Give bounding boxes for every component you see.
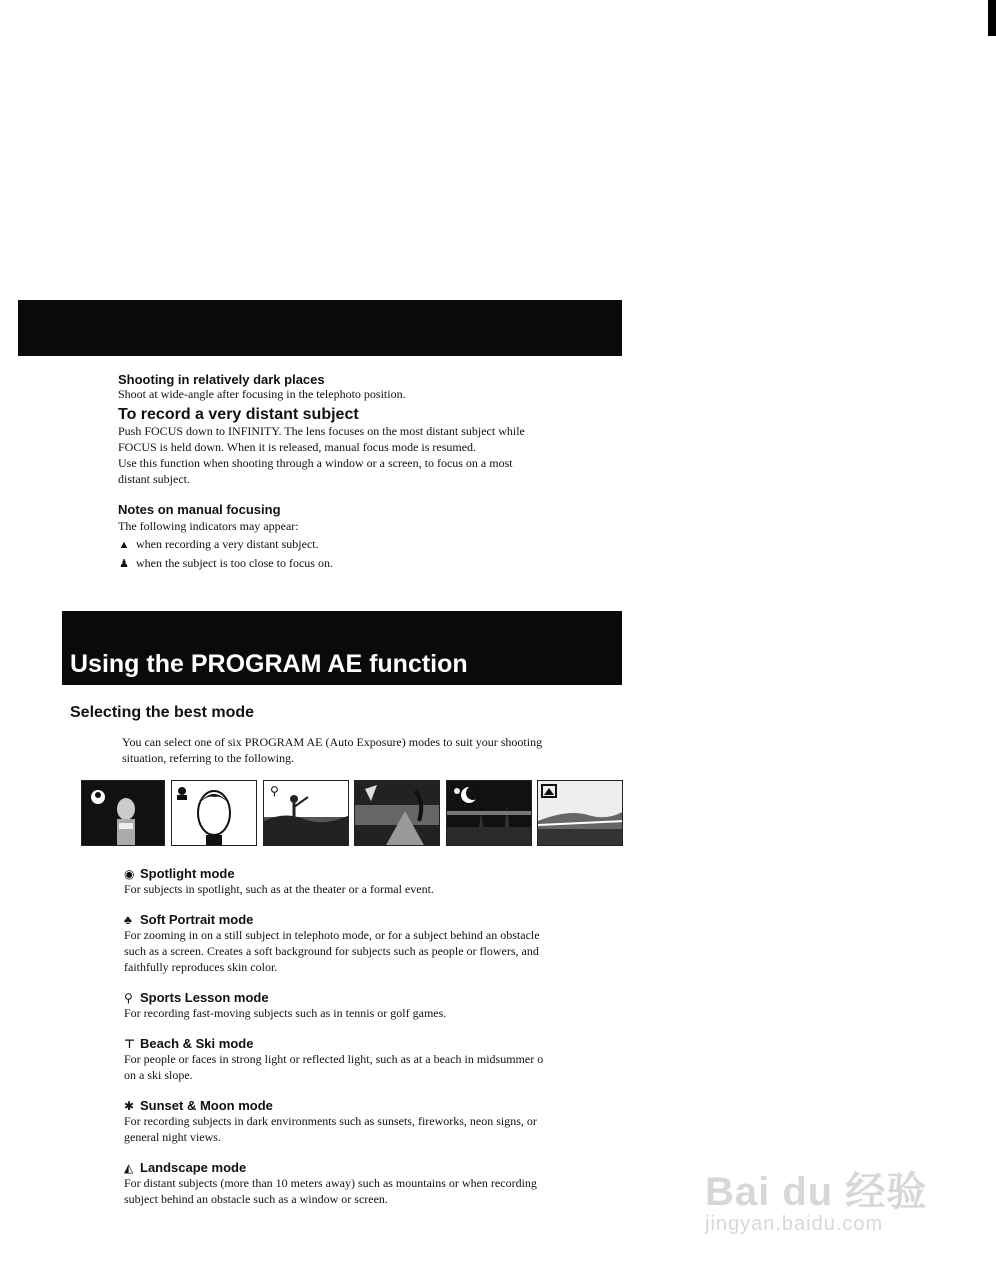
spotlight-icon: ◉ <box>124 867 135 881</box>
mode-name: Soft Portrait mode <box>140 912 254 927</box>
section-subtitle: Selecting the best mode <box>70 704 255 721</box>
spotlight-example-image <box>81 780 165 846</box>
soft-portrait-example-image <box>171 780 257 846</box>
mode-description-line: such as a screen. Creates a soft background for subjects such as people or flowers, and <box>124 944 539 958</box>
mode-description-line: For zooming in on a still subject in telephoto mode, or for a subject behind an obstacle <box>124 928 540 942</box>
mode-beach-ski <box>124 1036 543 1083</box>
mode-name: Sunset & Moon mode <box>140 1098 273 1113</box>
mode-description-line: For subjects in spotlight, such as at the theater or a formal event. <box>124 882 434 896</box>
dark-places-heading: Shooting in relatively dark places <box>118 372 325 387</box>
distant-subject-line-4: distant subject. <box>118 472 190 486</box>
mode-name: Spotlight mode <box>140 866 235 881</box>
mode-description-line: For recording subjects in dark environments such as sunsets, fireworks, neon signs, or <box>124 1114 537 1128</box>
beach-ski-icon: ⊤ <box>124 1037 135 1051</box>
landscape-example-image <box>537 780 623 846</box>
beach-ski-example-image <box>354 780 440 846</box>
distant-subject-line-3: Use this function when shooting through a window or a screen, to focus on a most <box>118 456 513 470</box>
dark-places-text: Shoot at wide-angle after focusing in the telephoto position. <box>118 387 406 401</box>
mode-name: Landscape mode <box>140 1160 247 1175</box>
watermark-url-text: jingyan.baidu.com <box>705 1213 884 1235</box>
mode-description-line: For distant subjects (more than 10 meters away) such as mountains or when recording <box>124 1176 537 1190</box>
note-item-text: when the subject is too close to focus on. <box>136 556 333 570</box>
sunset-moon-icon: ✱ <box>124 1099 135 1113</box>
distant-subject-line-1: Push FOCUS down to INFINITY. The lens focuses on the most distant subject while <box>118 424 525 438</box>
sports-lesson-example-image <box>263 780 349 846</box>
mode-description-line: general night views. <box>124 1130 221 1144</box>
mode-name: Sports Lesson mode <box>140 990 269 1005</box>
section-title: Using the PROGRAM AE function <box>70 650 468 678</box>
mode-description-line: For people or faces in strong light or reflected light, such as at a beach in midsummer o <box>124 1052 544 1066</box>
mode-description-line: subject behind an obstacle such as a window or screen. <box>124 1192 388 1206</box>
mode-description-line: For recording fast-moving subjects such as in tennis or golf games. <box>124 1006 447 1020</box>
mode-soft-portrait <box>124 912 540 975</box>
intro-line-2: situation, referring to the following. <box>122 751 294 765</box>
note-item-text: when recording a very distant subject. <box>136 537 319 551</box>
mode-sports-lesson <box>124 990 446 1021</box>
note-item-close <box>118 555 333 572</box>
mode-name: Beach & Ski mode <box>140 1036 254 1051</box>
svg-text:⚲: ⚲ <box>270 784 279 798</box>
mode-landscape <box>124 1160 537 1207</box>
mode-description-line: faithfully reproduces skin color. <box>124 960 278 974</box>
mountain-icon: ▲ <box>118 539 130 551</box>
soft-portrait-icon: ♣ <box>124 913 132 927</box>
notes-heading: Notes on manual focusing <box>118 502 281 517</box>
watermark-main-text: Bai du 经验 <box>705 1170 928 1214</box>
mode-description-line: on a ski slope. <box>124 1068 193 1082</box>
sports-icon: ⚲ <box>124 991 133 1005</box>
baidu-watermark <box>705 1160 927 1236</box>
sunset-moon-example-image <box>446 780 532 846</box>
section-title-bar <box>62 611 622 685</box>
mode-spotlight <box>124 866 434 897</box>
landscape-icon: ◭ <box>124 1161 134 1175</box>
notes-intro: The following indicators may appear: <box>118 519 299 533</box>
note-item-distant <box>118 536 319 553</box>
edge-registration-mark <box>988 0 996 36</box>
distant-subject-heading: To record a very distant subject <box>118 406 359 423</box>
header-bar-black <box>18 300 622 356</box>
person-icon: ♟ <box>119 558 129 570</box>
distant-subject-line-2: FOCUS is held down. When it is released, manual focus mode is resumed. <box>118 440 477 454</box>
mode-sunset-moon <box>124 1098 537 1145</box>
intro-line-1: You can select one of six PROGRAM AE (Auto Exposure) modes to suit your shooting <box>122 735 543 749</box>
